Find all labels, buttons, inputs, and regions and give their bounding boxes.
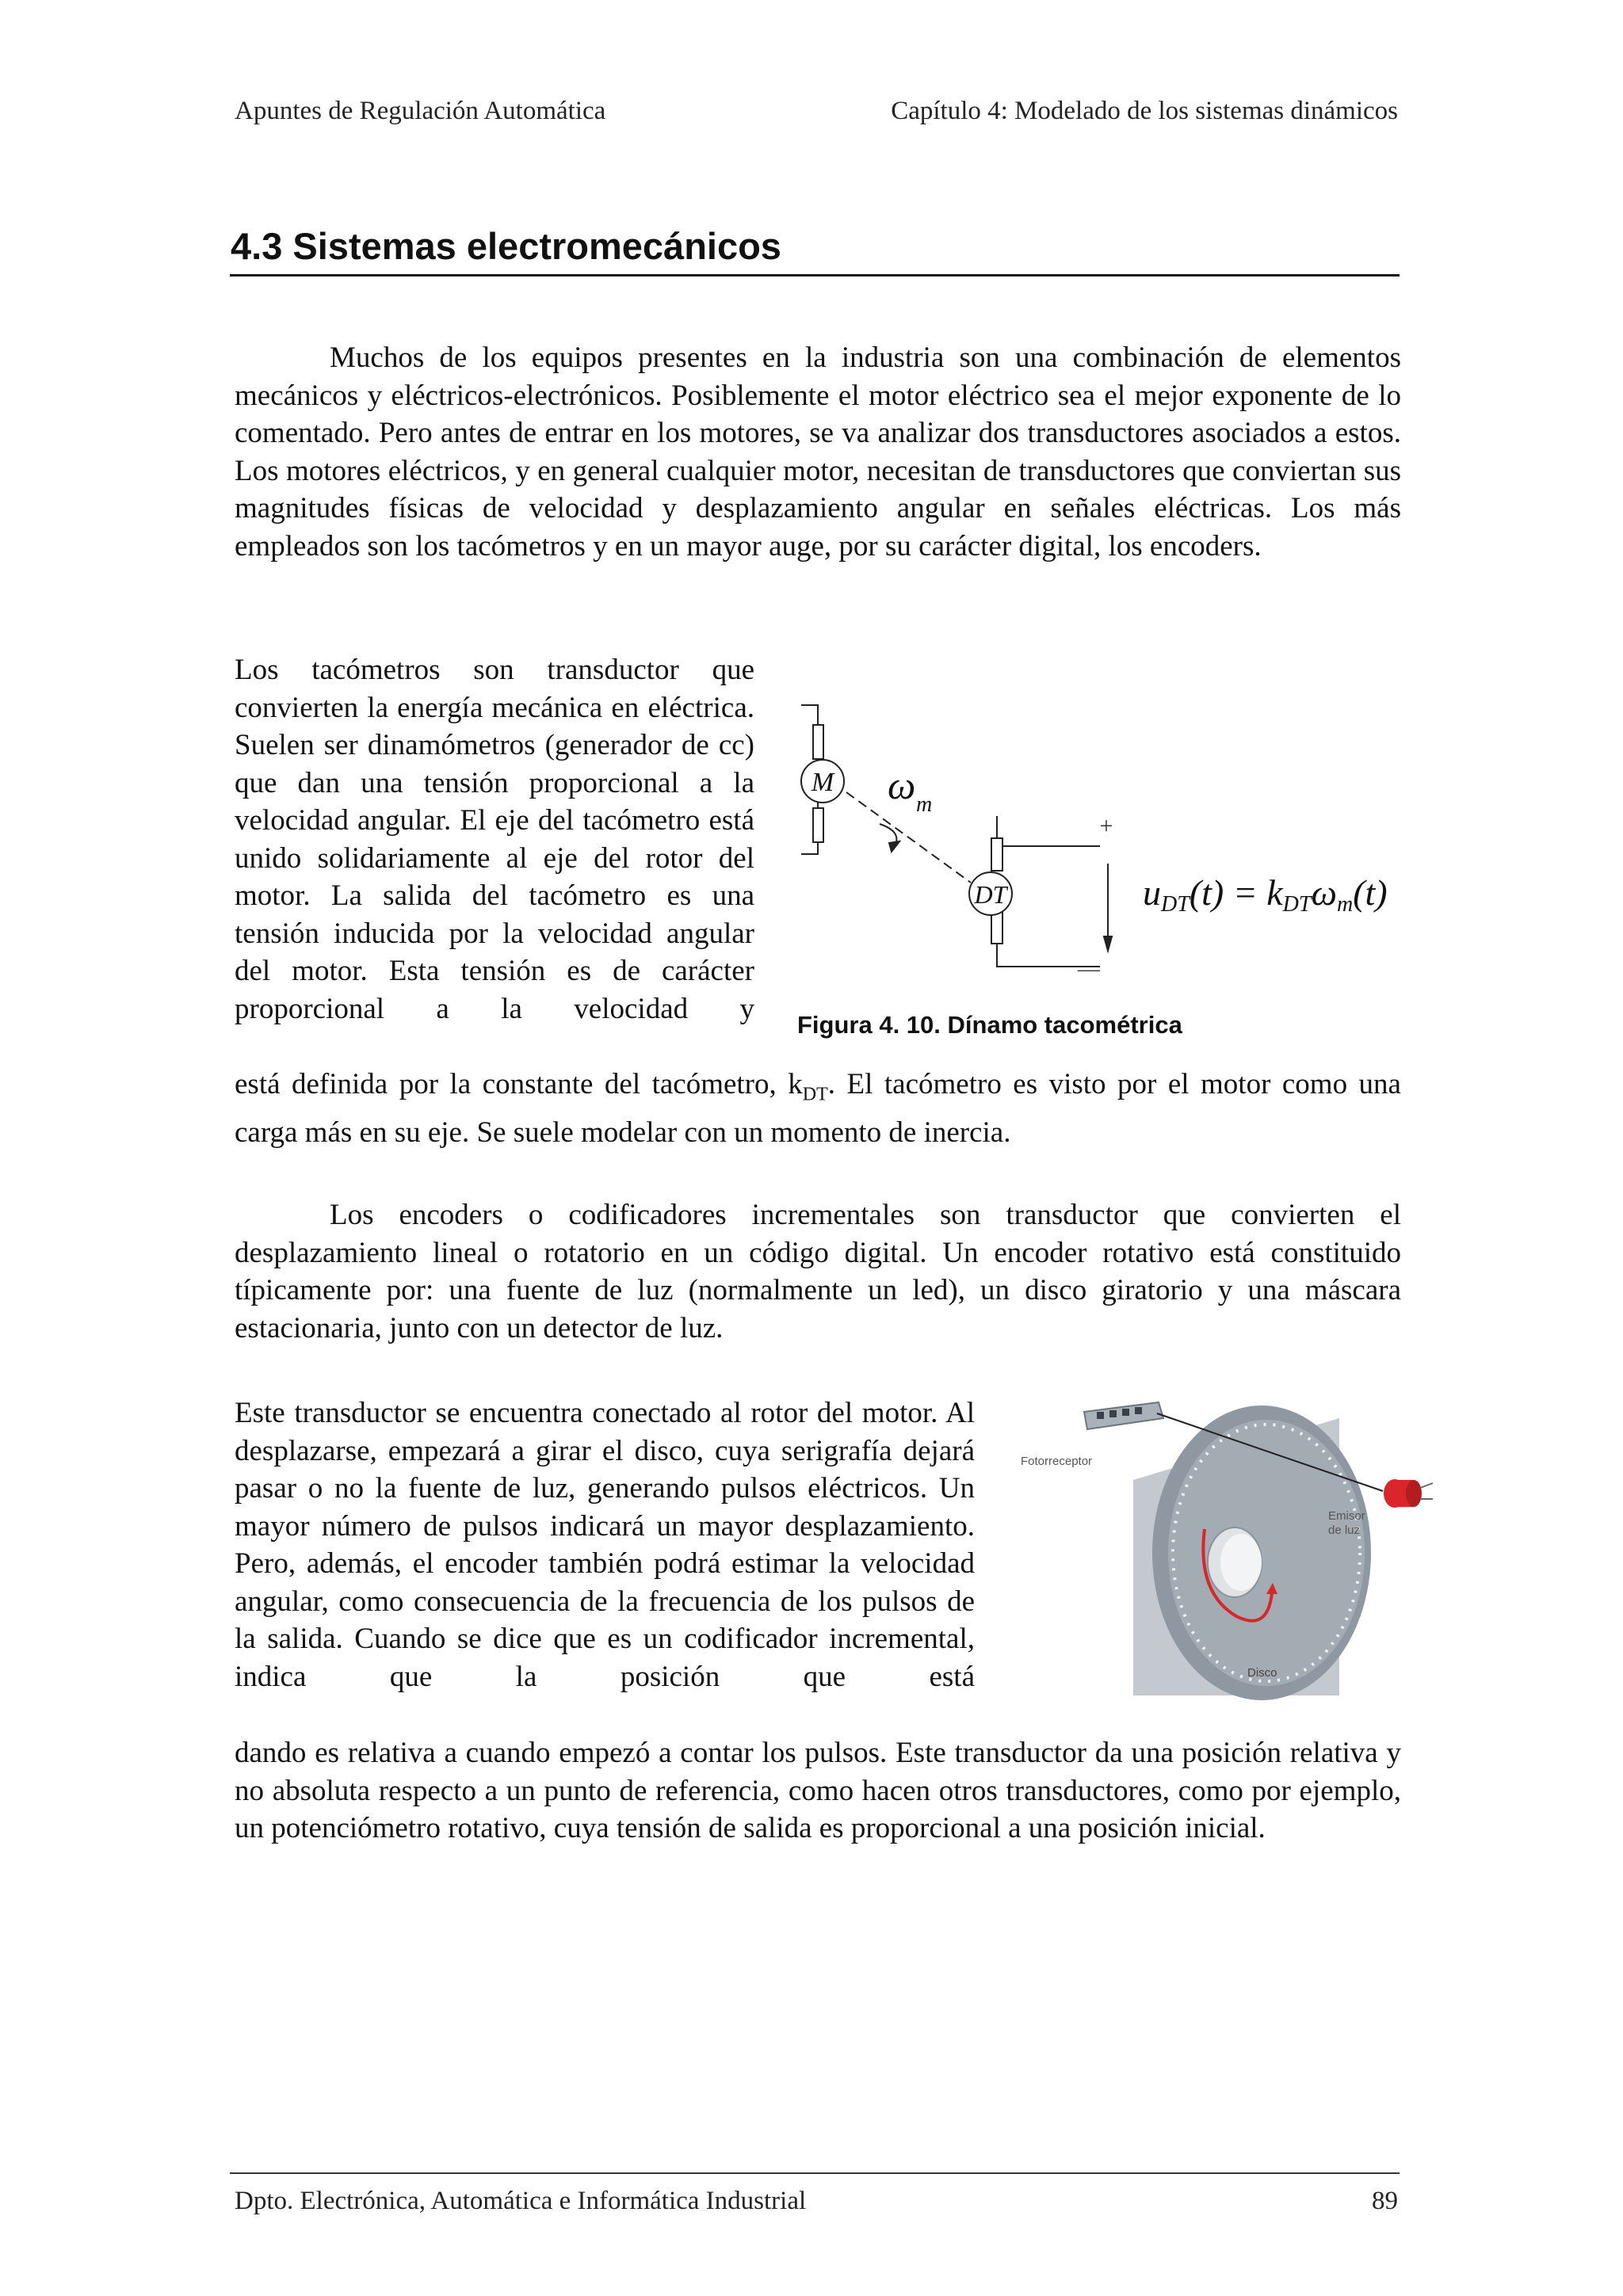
paragraph-encoder-detail-cont: dando es relativa a cuando empezó a contar los pulsos. Este transductor da una posición relativa y no absoluta respecto a un punto de referencia, como hacen otros transductores, como por ejemplo, un potenciómetro rotativo, cuya tensión de salida es proporcional a una posición inicial.: [235, 1737, 1401, 1844]
eq-omega-sub: m: [1336, 892, 1354, 917]
photoreceptor-cell-1: [1097, 1412, 1104, 1419]
tachometer-cont-text-b: . El tacómetro es visto por el motor como una carga más en su eje. Se suele modelar con un momento de inercia.: [235, 1068, 1401, 1149]
photoreceptor-cell-4: [1135, 1407, 1142, 1414]
footer-department: Dpto. Electrónica, Automática e Informática Industrial: [235, 2187, 807, 2215]
led-base: [1406, 1480, 1422, 1507]
section-title: 4.3 Sistemas electromecánicos: [231, 225, 781, 267]
eq-omega: ω: [1311, 872, 1337, 913]
photoreceptor-cell-3: [1122, 1409, 1129, 1416]
footer-rule: [230, 2172, 1400, 2174]
running-header-left: Apuntes de Regulación Automática: [235, 97, 606, 125]
tachometer-cont-text-a: está definida por la constante del tacómetro, k: [235, 1068, 803, 1100]
label-emitter-1: Emisor: [1328, 1509, 1365, 1523]
paragraph-encoders-text: Los encoders o codificadores incrementales son transductor que convierten el desplazamiento lineal o rotatorio en un código digital. Un encoder rotativo está constituido típicamente por: una fuente de luz (normalmente un led), un disco giratorio y una máscara estacionaria, junto con un detector de luz.: [235, 1199, 1401, 1344]
label-photoreceptor: Fotorreceptor: [1021, 1455, 1093, 1468]
minus-sign: —: [1078, 957, 1100, 982]
encoder-disc-face: [1168, 1420, 1365, 1686]
tacho-label: DT: [974, 880, 1007, 909]
omega-subscript: m: [916, 792, 933, 817]
eq-k-sub: DT: [1282, 892, 1312, 917]
disc-hub-face: [1220, 1534, 1262, 1591]
omega-symbol: ω: [888, 763, 916, 807]
paragraph-encoder-detail-text: Este transductor se encuentra conectado al rotor del motor. Al desplazarse, empezará a girar el disco, cuya serigrafía dejará pasar o no la fuente de luz, generando pulsos eléctricos. Un mayor número de pulsos indicará un mayor desplazamiento. Pero, además, el encoder también podrá estimar la velocidad angular, como consecuencia de la frecuencia de los pulsos de la salida. Cuando se dice que es un codificador incremental, indica que la posición que está: [235, 1397, 975, 1693]
running-header-right: Capítulo 4: Modelado de los sistemas dinámicos: [891, 97, 1398, 125]
figure-1-caption: Figura 4. 10. Dínamo tacométrica: [797, 1011, 1182, 1039]
led-lead-1: [1420, 1483, 1433, 1488]
label-disc: Disco: [1247, 1666, 1277, 1680]
paragraph-tachometer-text: Los tacómetros son transductor que convierten la energía mecánica en eléctrica. Suelen ser dinamómetros (generador de cc) que dan una tensión proporcional a la velocidad angular. El eje del tacómetro está unido solidariamente al eje del rotor del motor. La salida del tacómetro es una tensión inducida por la velocidad angular del motor. Esta tensión es de carácter proporcional a la velocidad y: [235, 654, 754, 1025]
photoreceptor-cell-2: [1109, 1410, 1117, 1417]
motor-label: M: [811, 768, 834, 797]
plus-sign: +: [1099, 813, 1113, 839]
eq-mid: (t) = k: [1189, 872, 1283, 913]
page-number: 89: [1372, 2187, 1398, 2215]
eq-end: (t): [1353, 872, 1388, 913]
eq-u: u: [1143, 872, 1161, 913]
kdt-subscript: DT: [802, 1084, 828, 1105]
paragraph-intro-text: Muchos de los equipos presentes en la industria son una combinación de elementos mecánicos y eléctricos-electrónicos. Posiblemente el motor eléctrico sea el mejor exponente de lo comentado. Pero antes de entrar en los motores, se va analizar dos transductores asociados a estos. Los motores eléctricos, y en general cualquier motor, necesitan de transductores que conviertan sus magnitudes físicas de velocidad y desplazamiento angular en señales eléctricas. Los más empleados son los tacómetros y en un mayor auge, por su carácter digital, los encoders.: [235, 341, 1401, 563]
label-emitter-2: de luz: [1328, 1524, 1361, 1537]
eq-u-sub: DT: [1161, 892, 1190, 917]
